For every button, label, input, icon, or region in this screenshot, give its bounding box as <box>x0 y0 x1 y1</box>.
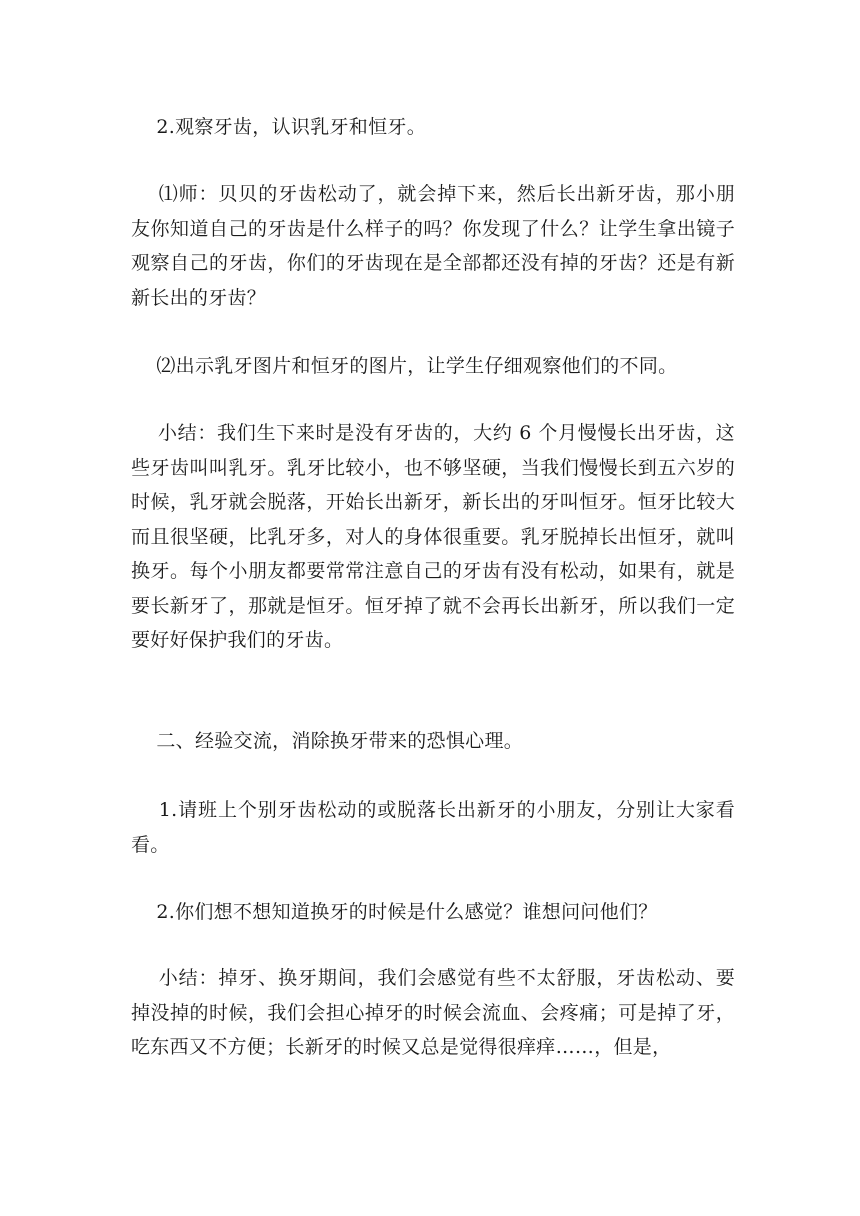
paragraph-show-pictures: ⑵出示乳牙图片和恒牙的图片，让学生仔细观察他们的不同。 <box>131 355 678 377</box>
paragraph-summary-baby-permanent-teeth: 小结：我们生下来时是没有牙齿的，大约 6 个月慢慢长出牙齿，这些牙齿叫叫乳牙。乳牙比较小，也不够坚硬，当我们慢慢长到五六岁的时候，乳牙就会脱落，开始长出新牙，新长出的牙叫恒牙。恒牙比较大而且很坚硬，比乳牙多，对人的身体很重要。乳牙脱掉长出恒牙，就叫换牙。每个小朋友都要常常注意自己的牙齿有没有松动，如果有，就是要长新牙了，那就是恒牙。恒牙掉了就不会再长出新牙，所以我们一定要好好保护我们的牙齿。 <box>131 422 735 651</box>
paragraph-section-two-heading: 二、经验交流，消除换牙带来的恐惧心理。 <box>131 730 524 752</box>
paragraph-summary-feelings: 小结：掉牙、换牙期间，我们会感觉有些不太舒服，牙齿松动、要掉没掉的时候，我们会担心掉牙的时候会流血、会疼痛；可是掉了牙，吃东西又不方便；长新牙的时候又总是觉得很痒痒……，但是， <box>131 967 736 1058</box>
paragraph-ask-feelings: 2.你们想不想知道换牙的时候是什么感觉？谁想问问他们？ <box>131 901 658 923</box>
paragraph-invite-students: 1.请班上个别牙齿松动的或脱落长出新牙的小朋友，分别让大家看看。 <box>131 799 735 856</box>
paragraph-observe-teeth-heading: 2.观察牙齿，认识乳牙和恒牙。 <box>131 116 426 138</box>
paragraph-teacher-question: ⑴师：贝贝的牙齿松动了，就会掉下来，然后长出新牙齿，那小朋友你知道自己的牙齿是什么样子的吗？你发现了什么？让学生拿出镜子观察自己的牙齿，你们的牙齿现在是全部都还没有掉的牙齿？还是有新新长出的牙齿？ <box>131 183 736 309</box>
